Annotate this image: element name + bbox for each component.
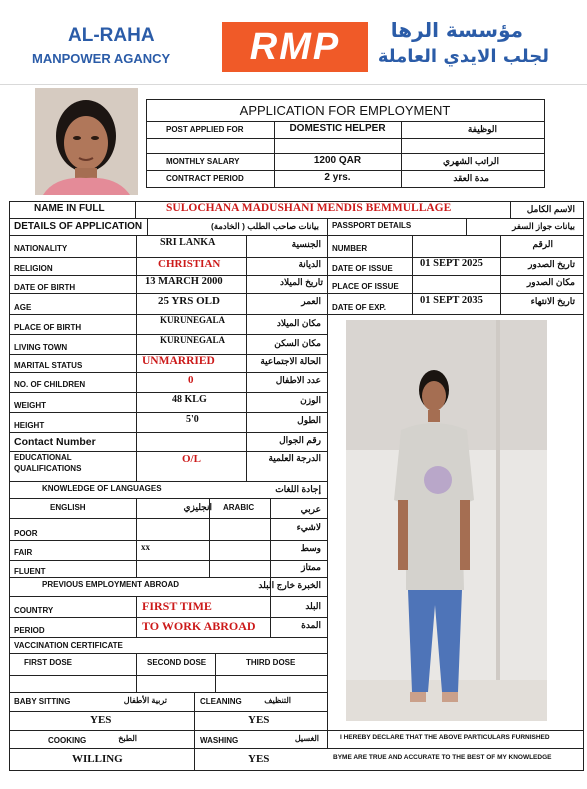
rmp-logo [222,22,368,72]
cooking-ar: الطبخ [118,734,137,743]
issue-date-label: DATE OF ISSUE [332,264,393,273]
nationality-ar: الجنسية [291,239,321,249]
issue-date-ar: تاريخ الصدور [528,259,575,269]
height-value: 5'0 [186,414,199,425]
cleaning-value: YES [248,714,270,726]
logo-text: RMP [249,26,341,68]
first-dose-label: FIRST DOSE [24,658,73,667]
height-ar: الطول [297,415,321,425]
country-value: FIRST TIME [142,599,212,613]
salary-value: 1200 QAR [313,155,362,166]
living-town-ar: مكان السكن [274,338,321,348]
cleaning-label: CLEANING [200,697,242,706]
portrait-photo [35,88,138,195]
age-value: 25 YRS OLD [158,295,220,307]
details-label: DETAILS OF APPLICATION [14,221,143,232]
name-label: NAME IN FULL [34,203,105,214]
cooking-label: COOKING [48,736,87,745]
post-label: POST APPLIED FOR [166,125,244,134]
contact-label: Contact Number [14,436,96,448]
agency-name-ar-line2: لجلب الايدي العاملة [377,46,549,67]
period-ar: المدة [301,620,321,630]
application-title: APPLICATION FOR EMPLOYMENT [239,103,451,118]
agency-name-en-line2: MANPOWER AGANCY [32,51,171,66]
full-body-photo [346,320,547,721]
baby-sitting-label: BABY SITTING [14,697,71,706]
washing-label: WASHING [200,736,239,745]
third-dose-label: THIRD DOSE [246,658,296,667]
weight-ar: الوزن [300,395,321,405]
country-ar: البلد [305,601,321,611]
details-ar: بيانات صاحب الطلب ( الخادمة) [210,221,319,231]
arabic-label: ARABIC [223,503,255,512]
religion-value: CHRISTIAN [158,258,221,270]
expiry-date-value: 01 SEPT 2035 [420,295,483,306]
passport-number-ar: الرقم [532,239,553,249]
period-label: PERIOD [14,626,45,635]
english-label: ENGLISH [50,503,86,512]
children-value: 0 [188,374,194,386]
fluent-label: FLUENT [14,567,46,576]
dob-label: DATE OF BIRTH [14,283,76,292]
expiry-date-ar: تاريخ الانتهاء [530,296,575,306]
previous-employment-label: PREVIOUS EMPLOYMENT ABROAD [42,580,180,589]
header-divider [0,84,587,85]
baby-sitting-ar: تربية الأطفال [123,696,167,705]
washing-ar: الغسيل [294,734,319,743]
weight-label: WEIGHT [14,401,46,410]
living-town-value: KURUNEGALA [160,335,226,345]
age-ar: العمر [301,296,321,306]
pob-label: PLACE OF BIRTH [14,323,82,332]
second-dose-label: SECOND DOSE [147,658,207,667]
pob-value: KURUNEGALA [160,315,226,325]
education-ar: الدرجة العلمية [268,453,321,463]
age-label: AGE [14,303,32,312]
vaccination-label: VACCINATION CERTIFICATE [14,641,123,650]
baby-sitting-value: YES [90,714,112,726]
passport-number-label: NUMBER [332,244,368,253]
passport-ar: بيانات جواز السفر [512,221,575,231]
marital-label: MARITAL STATUS [14,361,83,370]
fair-ar: وسط [300,543,321,553]
nationality-value: SRI LANKA [160,237,216,248]
washing-value: YES [248,753,270,765]
header [0,0,587,84]
name-value: SULOCHANA MADUSHANI MENDIS BEMMULLAGE [166,202,452,214]
languages-label: KNOWLEDGE OF LANGUAGES [42,484,162,493]
languages-ar: إجادة اللغات [275,484,321,494]
previous-employment-ar: الخبرة خارج البلد [258,580,321,590]
fluent-ar: ممتاز [301,562,321,572]
height-label: HEIGHT [14,421,45,430]
pob-ar: مكان الميلاد [276,318,321,328]
post-ar: الوظيفة [467,124,497,134]
nationality-label: NATIONALITY [14,244,68,253]
english-ar: انجليزي [183,502,212,512]
religion-label: RELIGION [14,264,53,273]
children-ar: عدد الاطفال [275,375,321,385]
children-label: NO. OF CHILDREN [14,380,86,389]
contract-period-label: CONTRACT PERIOD [166,174,244,183]
education-value: O/L [182,453,201,465]
contract-period-value: 2 yrs. [324,172,351,183]
marital-value: UNMARRIED [142,355,215,367]
period-value: TO WORK ABROAD [142,619,256,633]
declaration-line2: BYME ARE TRUE AND ACCURATE TO THE BEST OF MY KNOWLEDGE [333,754,552,761]
name-ar: الاسم الكامل [526,204,575,214]
fair-label: FAIR [14,548,33,557]
agency-name-ar-line1: مؤسسة الرها [390,18,523,42]
arabic-ar: عربي [300,504,321,514]
cleaning-ar: التنظيف [264,696,291,705]
issue-date-value: 01 SEPT 2025 [420,258,483,269]
poor-label: POOR [14,529,38,538]
full-body-image [346,320,547,721]
weight-value: 48 KLG [172,394,207,405]
declaration-line1: I HEREBY DECLARE THAT THE ABOVE PARTICULARS FURNISHED [340,734,550,741]
salary-ar: الراتب الشهري [443,156,499,166]
dob-value: 13 MARCH 2000 [145,276,223,287]
contract-period-ar: مدة العقد [453,173,489,183]
country-label: COUNTRY [14,606,54,615]
poor-ar: لاشيء [296,522,321,532]
place-of-issue-label: PLACE OF ISSUE [332,282,399,291]
agency-name-en-line1: AL-RAHA [68,25,155,46]
portrait-image [35,88,138,195]
education-label-2: QUALIFICATIONS [14,464,82,473]
marital-ar: الحالة الاجتماعية [260,356,321,366]
dob-ar: تاريخ الميلاد [280,277,323,287]
fair-english-mark: xx [141,542,150,552]
passport-label: PASSPORT DETAILS [332,221,412,230]
place-of-issue-ar: مكان الصدور [526,277,575,287]
contact-ar: رقم الجوال [279,435,321,445]
post-value: DOMESTIC HELPER [289,123,386,134]
education-label-1: EDUCATIONAL [14,453,72,462]
salary-label: MONTHLY SALARY [166,157,240,166]
cooking-value: WILLING [72,753,123,765]
living-town-label: LIVING TOWN [14,343,68,352]
religion-ar: الديانة [298,259,321,269]
expiry-date-label: DATE OF EXP. [332,303,386,312]
